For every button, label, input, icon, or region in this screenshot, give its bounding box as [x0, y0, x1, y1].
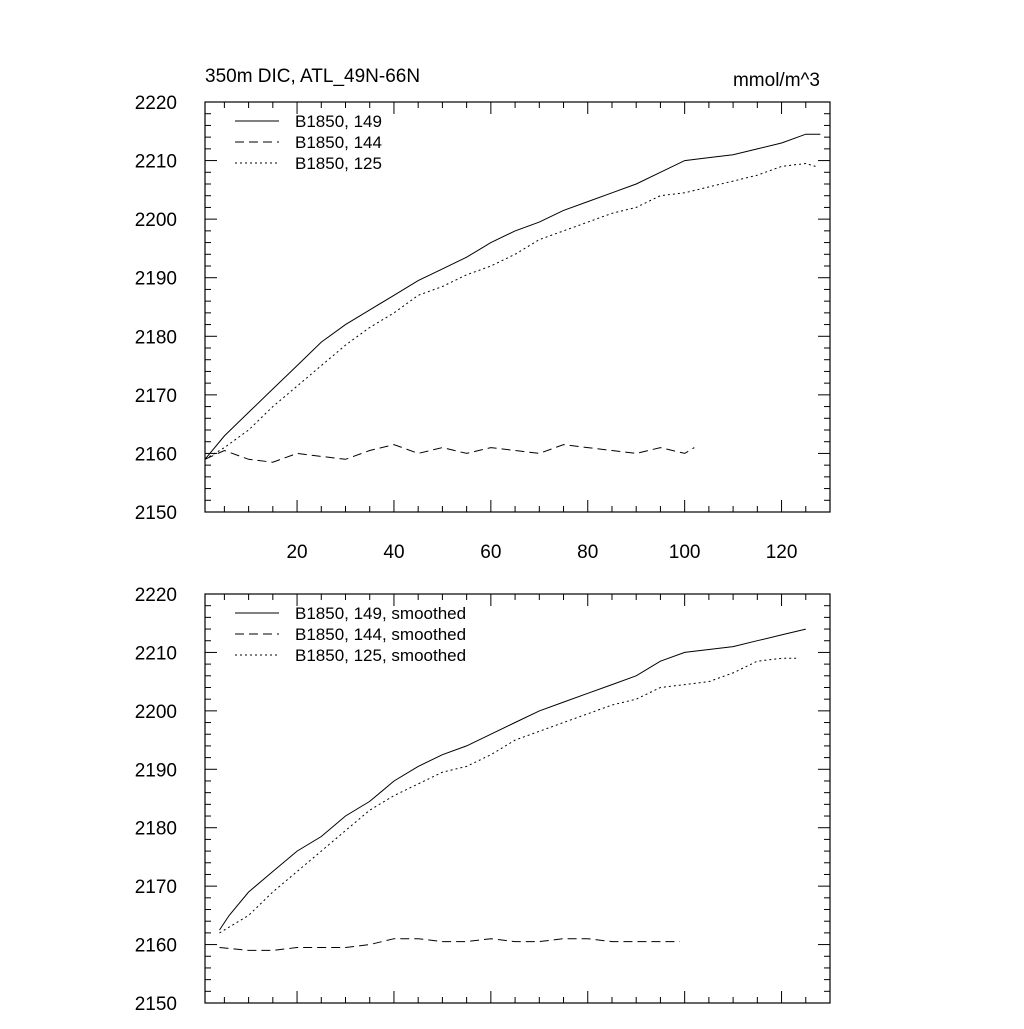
- y-tick-label: 2150: [134, 503, 177, 524]
- chart-title: 350m DIC, ATL_49N-66N: [205, 66, 421, 87]
- x-tick-label: 40: [383, 542, 405, 563]
- legend-label: B1850, 144, smoothed: [295, 625, 467, 644]
- y-tick-label: 2160: [134, 935, 177, 957]
- series-line-3: [220, 658, 797, 933]
- y-tick-label: 2220: [134, 93, 177, 114]
- x-tick-label: 20: [286, 542, 308, 563]
- y-tick-label: 2170: [134, 877, 177, 899]
- x-tick-label: 60: [480, 542, 502, 563]
- series-line-1: [205, 134, 820, 459]
- legend-label: B1850, 149, smoothed: [295, 604, 467, 623]
- y-tick-label: 2190: [134, 268, 177, 290]
- y-tick-label: 2200: [134, 701, 177, 723]
- series-line-2: [205, 445, 694, 463]
- x-tick-label: 120: [765, 542, 798, 563]
- y-tick-label: 2190: [134, 760, 177, 782]
- y-tick-label: 2200: [134, 210, 177, 232]
- legend-label: B1850, 144: [295, 133, 382, 152]
- y-tick-label: 2150: [134, 994, 177, 1015]
- x-tick-label: 80: [577, 542, 599, 563]
- y-tick-label: 2220: [134, 585, 177, 606]
- x-tick-label: 100: [668, 542, 701, 563]
- y-tick-label: 2210: [134, 643, 177, 665]
- series-line-1: [220, 629, 806, 930]
- chart-units-label: mmol/m^3: [732, 70, 820, 91]
- y-tick-label: 2180: [134, 818, 177, 840]
- series-line-3: [205, 164, 816, 460]
- y-tick-label: 2160: [134, 444, 177, 466]
- y-tick-label: 2180: [134, 327, 177, 349]
- legend-label: B1850, 125: [295, 154, 382, 173]
- y-tick-label: 2210: [134, 151, 177, 173]
- legend-label: B1850, 149: [295, 112, 382, 131]
- chart-panel-bottom: [135, 585, 830, 1015]
- series-line-2: [220, 939, 680, 951]
- y-tick-label: 2170: [134, 385, 177, 407]
- legend-label: B1850, 125, smoothed: [295, 646, 467, 665]
- chart-panel-top: [135, 66, 830, 563]
